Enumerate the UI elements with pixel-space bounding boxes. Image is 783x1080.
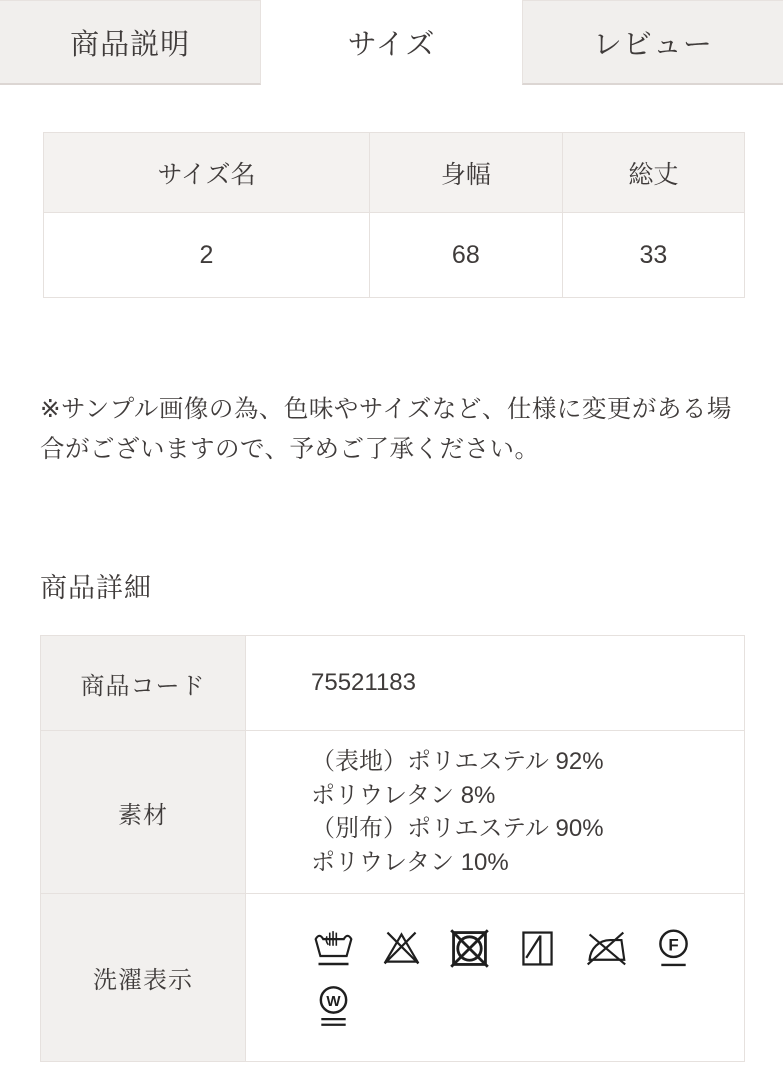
tab-review[interactable]	[522, 0, 783, 85]
size-table-header-total-length: 総丈	[562, 133, 744, 213]
size-value-body-width: 68	[369, 213, 562, 298]
do-not-bleach-icon	[379, 925, 424, 972]
size-value-total-length: 33	[562, 213, 744, 298]
product-detail-table	[40, 635, 745, 1062]
dry-clean-f-gentle-icon	[651, 925, 696, 972]
tab-label: 商品説明	[70, 28, 191, 61]
hand-wash-gentle-icon	[311, 925, 356, 972]
size-table-header-body-width: 身幅	[369, 133, 562, 213]
detail-label-care-symbols: 洗濯表示	[41, 894, 246, 1062]
table-row	[44, 213, 745, 298]
product-detail-section-title: 商品詳細	[40, 573, 152, 603]
material-line: （表地）ポリエステル 92%	[311, 748, 604, 775]
tab-product-description[interactable]	[0, 0, 261, 85]
size-table-header-row	[44, 133, 745, 213]
tab-label: レビュー	[592, 28, 713, 61]
size-table	[43, 132, 745, 298]
do-not-iron-icon	[583, 925, 628, 972]
detail-value-product-code: 75521183	[246, 636, 745, 731]
tab-label: サイズ	[347, 29, 436, 61]
table-row	[41, 731, 745, 894]
material-line: ポリウレタン 8%	[311, 781, 496, 809]
detail-label-material: 素材	[41, 731, 246, 894]
table-row	[41, 636, 745, 731]
do-not-tumble-dry-icon	[447, 925, 492, 972]
care-icon-row	[311, 983, 734, 1030]
material-line: ポリウレタン 10%	[311, 848, 509, 876]
detail-label-product-code: 商品コード	[41, 636, 246, 731]
detail-value-material	[246, 731, 745, 894]
care-icon-row	[311, 925, 734, 972]
material-line: （別布）ポリエステル 90%	[311, 815, 604, 842]
product-tab-bar	[0, 0, 783, 85]
tab-size[interactable]	[261, 0, 521, 85]
hang-dry-shade-icon	[515, 925, 560, 972]
size-value-size-name: 2	[44, 213, 370, 298]
size-table-header-size-name: サイズ名	[44, 133, 370, 213]
table-row	[41, 894, 745, 1062]
care-symbols-cell	[246, 894, 745, 1062]
sample-disclaimer-note: ※サンプル画像の為、色味やサイズなど、仕様に変更がある場合がございますので、予めご了承ください。	[40, 396, 732, 463]
wet-clean-w-very-gentle-icon	[311, 983, 356, 1030]
